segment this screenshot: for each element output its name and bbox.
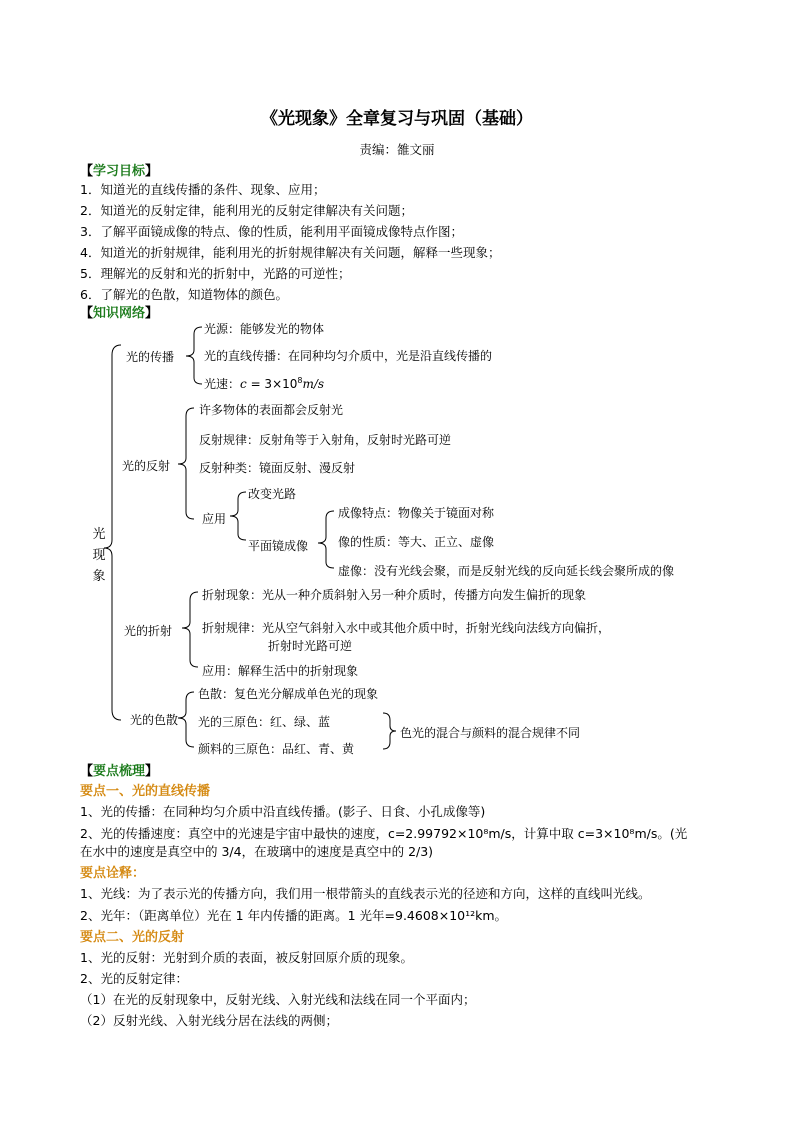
tree-leaf: 光源：能够发光的物体 (204, 322, 325, 336)
speed-exponent: 8 (297, 376, 303, 385)
tree-leaf: 许多物体的表面都会反射光 (199, 403, 344, 417)
tree-leaf: 折射现象：光从一种介质斜射入另一种介质时，传播方向发生偏折的现象 (202, 588, 587, 602)
goal-item: 6．了解光的色散，知道物体的颜色。 (80, 287, 288, 302)
key-point-line: （1）在光的反射现象中，反射光线、入射光线和法线在同一个平面内； (80, 992, 476, 1007)
tree-node-dispersion: 光的色散 (130, 713, 179, 727)
section-goals-heading: 【学习目标】 (80, 164, 159, 179)
key-point-heading: 要点一、光的直线传播 (80, 784, 211, 799)
goal-item: 2．知道光的反射定律，能利用光的反射定律解决有关问题； (80, 203, 413, 218)
brace-application (230, 492, 246, 540)
explain-line: 2、光年：（距离单位）光在 1 年内传播的距离。1 光年=9.4608×10¹²km。 (80, 908, 508, 923)
key-point-line: 在水中的速度是真空中的 3/4，在玻璃中的速度是真空中的 2/3) (80, 844, 434, 859)
editor-line: 责编：雒文丽 (359, 142, 435, 157)
section-network-heading: 【知识网络】 (80, 306, 159, 321)
tree-leaf: 折射规律：光从空气斜射入水中或其他介质中时，折射光线向法线方向偏折， (202, 621, 611, 635)
brace-straight (186, 327, 202, 384)
tree-leaf: 像的性质：等大、正立、虚像 (338, 535, 495, 549)
brace-mirror (318, 511, 334, 568)
tree-leaf: 色散：复色光分解成单色光的现象 (198, 687, 379, 701)
key-point-line: （2）反射光线、入射光线分居在法线的两侧； (80, 1013, 338, 1028)
brace-primaries (383, 713, 396, 749)
goal-item: 5．理解光的反射和光的折射中，光路的可逆性； (80, 266, 351, 281)
tree-node-mirror: 平面镜成像 (248, 539, 309, 553)
tree-leaf: 反射种类：镜面反射、漫反射 (199, 461, 356, 475)
speed-equation: = 3×10 (246, 377, 298, 391)
page-title: 《光现象》全章复习与巩固（基础） (261, 109, 533, 129)
tree-leaf: 应用：解释生活中的折射现象 (202, 664, 359, 678)
section-goals-label: 学习目标 (93, 164, 146, 179)
key-point-line: 2、光的传播速度：真空中的光速是宇宙中最快的速度，c=2.99792×10⁸m/s，计算中取 c=3×10⁸m/s。(光 (80, 826, 688, 841)
tree-leaf: 折射时光路可逆 (268, 639, 353, 653)
tree-node-reflection: 光的反射 (122, 459, 171, 473)
explain-line: 1、光线：为了表示光的传播方向，我们用一根带箭头的直线表示光的径迹和方向，这样的直线叫光线。 (80, 886, 651, 901)
tree-leaf: 改变光路 (248, 487, 297, 501)
key-point-line: 1、光的反射：光射到介质的表面，被反射回原介质的现象。 (80, 950, 413, 965)
tree-node-refraction: 光的折射 (124, 624, 173, 638)
tree-leaf: 光的三原色：红、绿、蓝 (198, 715, 331, 729)
section-points-label: 要点梳理 (93, 764, 146, 779)
speed-prefix: 光速： (204, 377, 241, 391)
key-point-explain-heading: 要点诠释： (80, 866, 146, 881)
tree-leaf: 颜料的三原色：品红、青、黄 (198, 742, 355, 756)
tree-node-application: 应用 (202, 512, 227, 526)
tree-root-label: 光现象 (92, 527, 106, 584)
section-points-heading: 【要点梳理】 (80, 764, 159, 779)
tree-leaf-speed (204, 375, 324, 392)
goal-item: 3．了解平面镜成像的特点、像的性质，能利用平面镜成像特点作图； (80, 224, 463, 239)
tree-leaf: 成像特点：物像关于镜面对称 (338, 506, 495, 520)
brace-reflection (178, 408, 194, 519)
goal-item: 1．知道光的直线传播的条件、现象、应用； (80, 182, 326, 197)
tree-leaf: 虚像：没有光线会聚，而是反射光线的反向延长线会聚所成的像 (338, 564, 675, 578)
brace-dispersion (178, 692, 194, 747)
speed-unit: m/s (302, 377, 325, 391)
tree-leaf: 光的直线传播：在同种均匀介质中，光是沿直线传播的 (204, 349, 493, 363)
brace-refraction (182, 592, 198, 667)
section-network-label: 知识网络 (93, 306, 146, 321)
key-point-line: 2、光的反射定律： (80, 971, 188, 986)
tree-node-straight: 光的传播 (126, 350, 175, 364)
key-point-heading: 要点二、光的反射 (80, 930, 185, 945)
tree-leaf: 反射规律：反射角等于入射角，反射时光路可逆 (199, 433, 452, 447)
key-point-line: 1、光的传播：在同种均匀介质中沿直线传播。(影子、日食、小孔成像等) (80, 804, 486, 819)
speed-symbol: c (240, 377, 247, 391)
tree-leaf-note: 色光的混合与颜料的混合规律不同 (400, 726, 581, 740)
goal-item: 4．知道光的折射规律，能利用光的折射规律解决有关问题，解释一些现象； (80, 245, 501, 260)
